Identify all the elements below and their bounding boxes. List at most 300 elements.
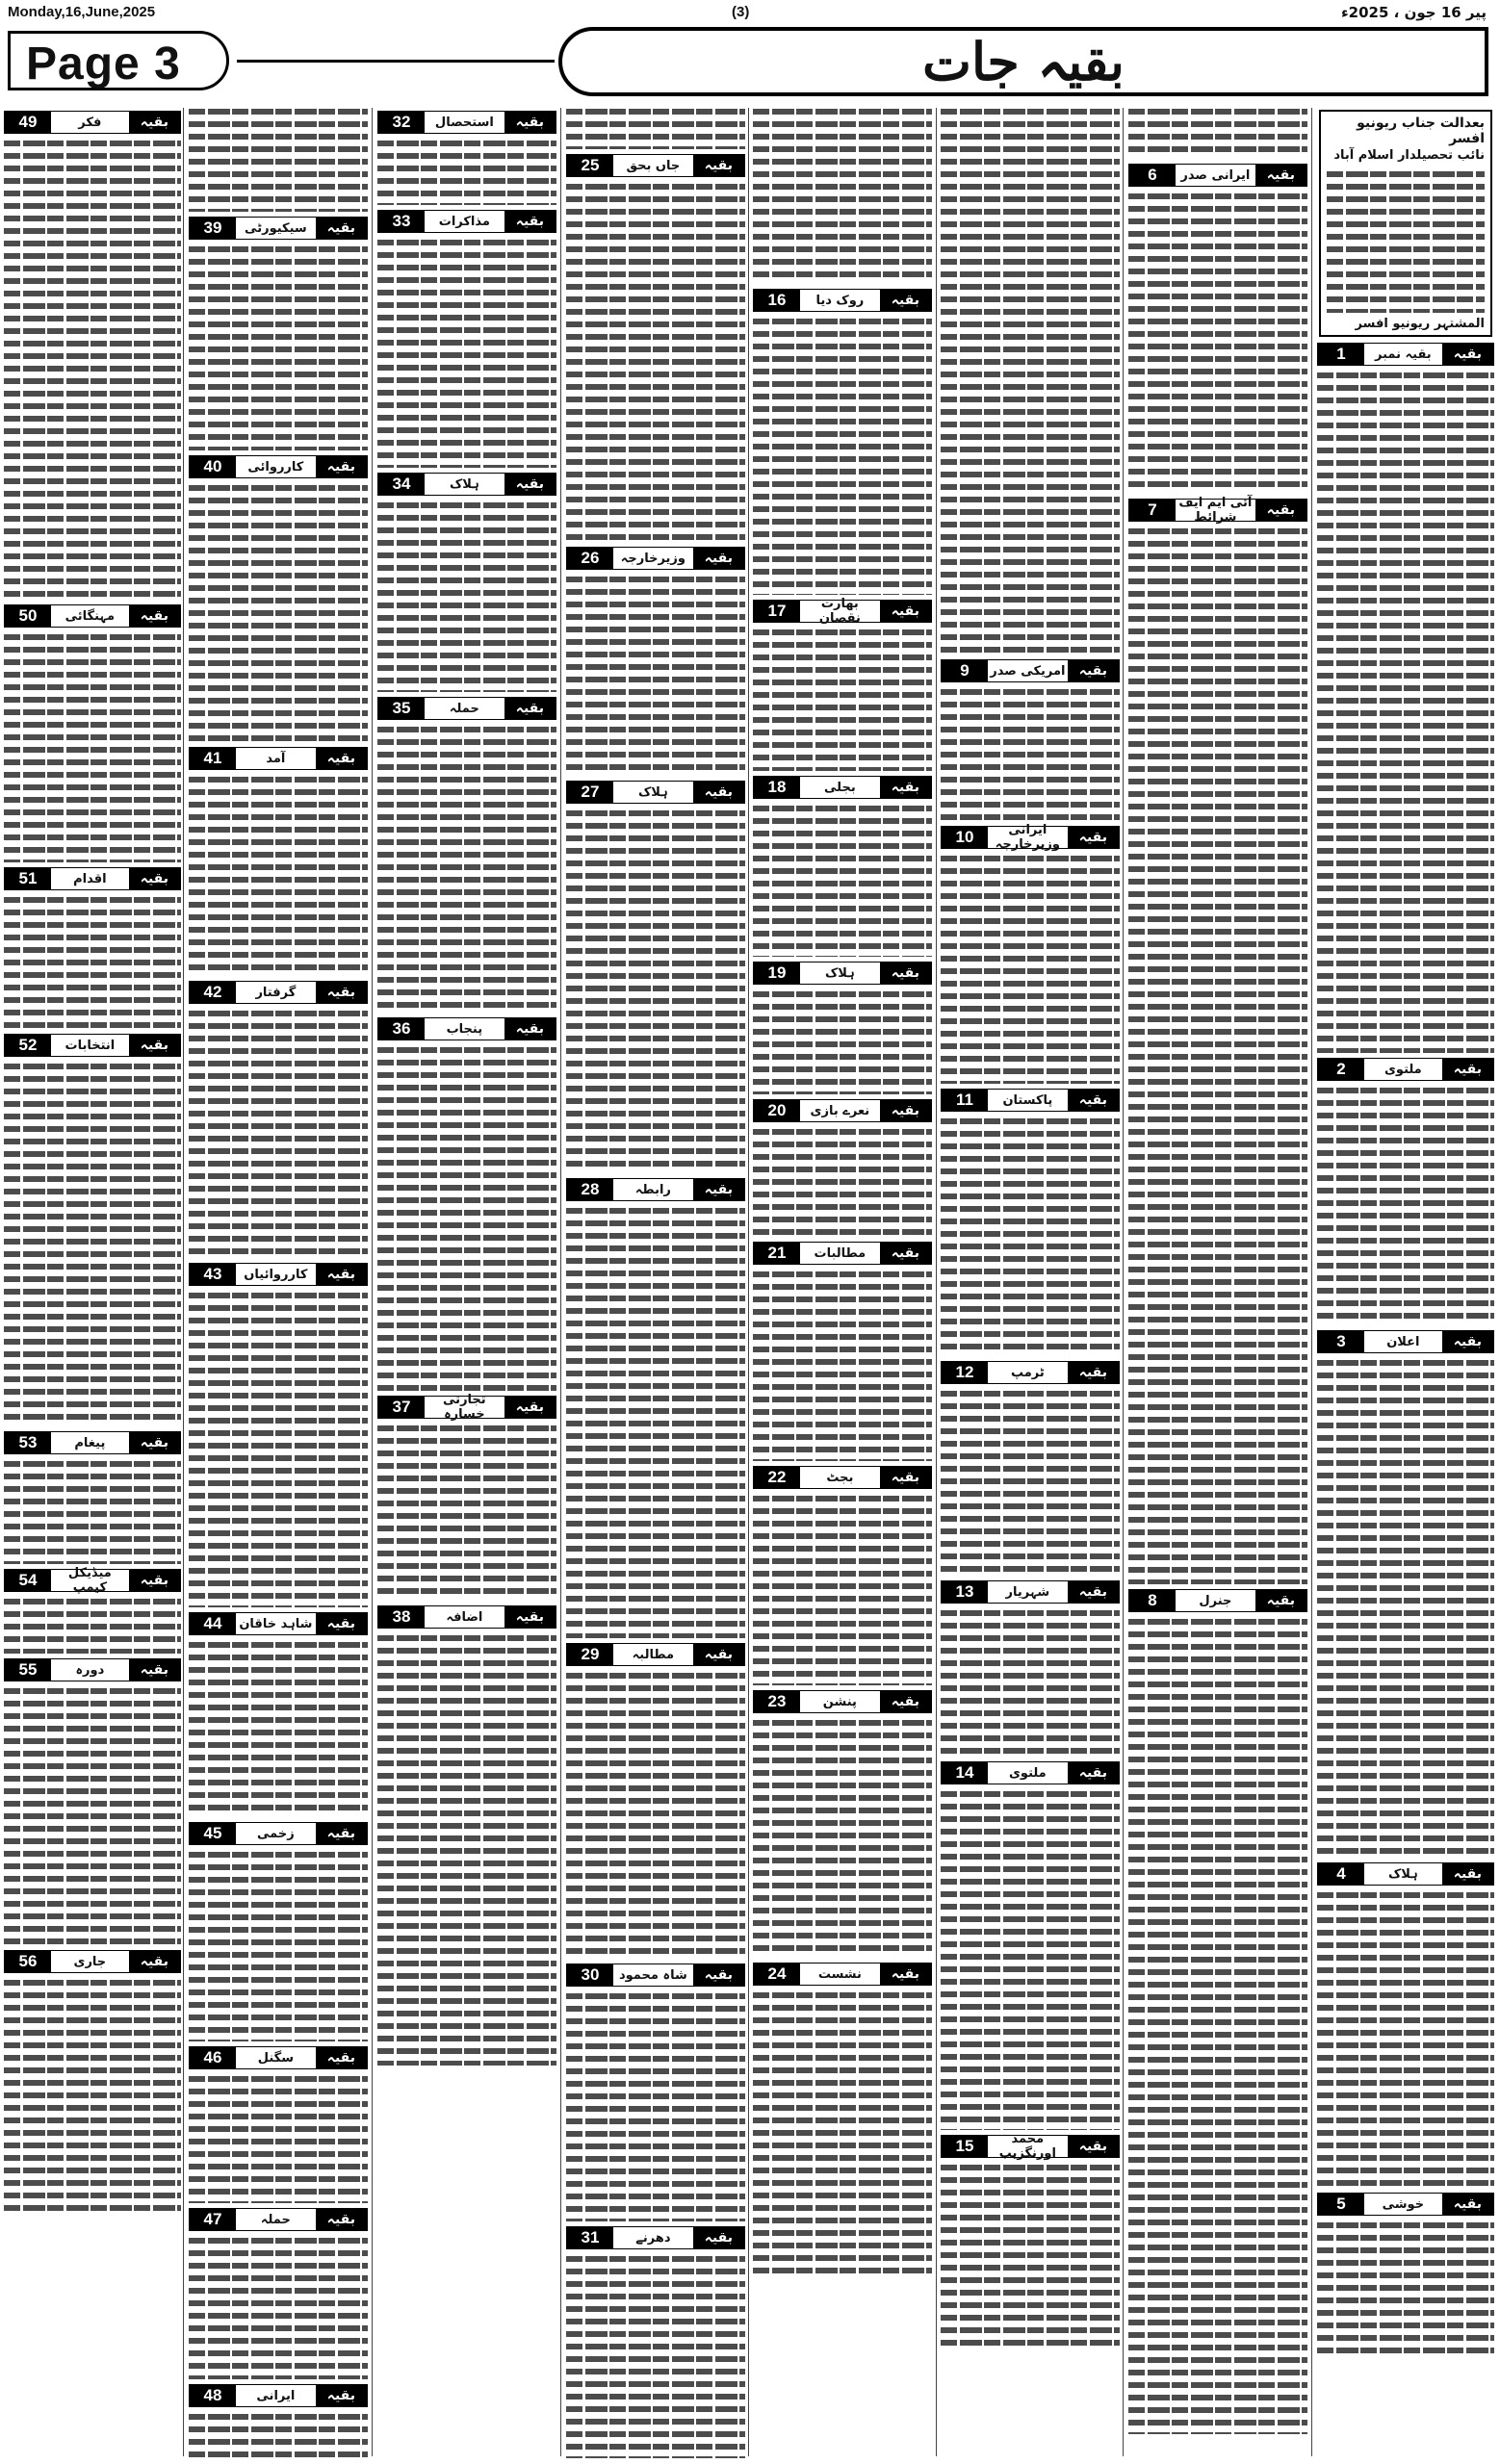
legal-notice xyxy=(1319,110,1492,337)
continuation-number: 12 xyxy=(942,1362,988,1383)
continuation-label: بقیہ xyxy=(1068,2136,1119,2157)
continuation-number: 2 xyxy=(1318,1059,1364,1080)
continuation-number: 38 xyxy=(378,1606,425,1628)
article-text xyxy=(566,1670,745,1959)
continuation-title: حملہ xyxy=(449,701,479,716)
article-text xyxy=(189,1290,368,1607)
continuation-label: بقیہ xyxy=(504,211,556,232)
continuation-number: 7 xyxy=(1129,500,1176,521)
continuation-heading xyxy=(4,1431,181,1454)
header-rule xyxy=(237,60,555,63)
continuation-heading xyxy=(941,1761,1120,1784)
column-divider xyxy=(936,108,937,2456)
notice-title: بعدالت جناب ریونیو افسر xyxy=(1357,116,1485,146)
continuation-label: بقیہ xyxy=(1068,827,1119,848)
continuation-heading xyxy=(377,1393,556,1422)
article-text xyxy=(189,1008,368,1258)
continuation-number: 5 xyxy=(1318,2194,1364,2215)
continuation-label: بقیہ xyxy=(1442,1331,1493,1352)
article-text xyxy=(753,1269,932,1461)
page-number: (3) xyxy=(732,4,750,20)
continuation-heading xyxy=(753,597,932,626)
continuation-label: بقیہ xyxy=(129,1659,180,1681)
continuation-number: 34 xyxy=(378,474,425,495)
continuation-title: شہریار xyxy=(1005,1584,1050,1600)
article-text xyxy=(566,1205,745,1638)
continuation-heading xyxy=(377,697,556,720)
continuation-heading xyxy=(941,1361,1120,1384)
continuation-heading xyxy=(753,962,932,985)
continuation-heading xyxy=(4,604,181,628)
continuation-heading xyxy=(4,111,181,134)
continuation-label: بقیہ xyxy=(880,290,931,311)
continuation-title: انتخابات xyxy=(65,1038,116,1053)
continuation-label: بقیہ xyxy=(693,1179,744,1200)
continuation-heading xyxy=(4,1566,181,1595)
page-label-box xyxy=(8,31,229,90)
continuation-label: بقیہ xyxy=(316,2385,367,2406)
continuation-number: 24 xyxy=(754,1964,800,1985)
continuation-title: پاکستان xyxy=(1002,1092,1053,1108)
article-text xyxy=(377,1044,556,1391)
article-text xyxy=(189,1639,368,1817)
continuation-label: بقیہ xyxy=(1068,1762,1119,1784)
continuation-label: بقیہ xyxy=(129,1035,180,1056)
continuation-number: 36 xyxy=(378,1018,425,1040)
article-text xyxy=(1317,1357,1494,1858)
continuation-number: 19 xyxy=(754,962,800,984)
article-text xyxy=(377,1423,556,1601)
article-text xyxy=(189,2073,368,2203)
english-date: Monday,16,June,2025 xyxy=(8,4,156,20)
continuation-title: ایرانی صدر xyxy=(1180,167,1251,183)
continuation-title: جنرل xyxy=(1199,1593,1232,1608)
continuation-title: دورہ xyxy=(75,1662,105,1678)
continuation-heading xyxy=(941,823,1120,852)
article-text xyxy=(753,316,932,595)
continuation-heading xyxy=(566,547,745,570)
continuation-title: پنجاب xyxy=(446,1021,483,1037)
continuation-label: بقیہ xyxy=(504,1397,556,1418)
continuation-heading xyxy=(566,781,745,804)
continuation-heading xyxy=(753,776,932,799)
continuation-title: ملتوی xyxy=(1384,1062,1422,1077)
article-text xyxy=(4,138,181,600)
article-text xyxy=(377,138,556,205)
continuation-heading xyxy=(377,210,556,233)
continuation-heading xyxy=(1317,1862,1494,1886)
article-text xyxy=(4,1596,181,1654)
article-text xyxy=(189,482,368,742)
continuation-label: بقیہ xyxy=(316,456,367,477)
continuation-number: 29 xyxy=(567,1644,613,1665)
continuation-heading xyxy=(4,867,181,890)
column-c5 xyxy=(753,106,932,2458)
continuation-label: بقیہ xyxy=(504,1606,556,1628)
continuation-label: بقیہ xyxy=(693,2227,744,2248)
continuation-title: ٹرمپ xyxy=(1010,1365,1045,1380)
continuation-heading xyxy=(377,473,556,496)
continuation-number: 35 xyxy=(378,698,425,719)
continuation-number: 11 xyxy=(942,1090,988,1111)
article-text xyxy=(566,181,745,542)
continuation-title: محمد اورنگزیب xyxy=(998,2132,1056,2161)
article-text xyxy=(189,2411,368,2458)
continuation-number: 17 xyxy=(754,601,800,622)
continuation-label: بقیہ xyxy=(693,782,744,803)
continuation-heading xyxy=(4,1950,181,1973)
article-text xyxy=(189,244,368,450)
continuation-heading xyxy=(1317,1330,1494,1353)
continuation-heading xyxy=(1317,343,1494,366)
continuation-number: 15 xyxy=(942,2136,988,2157)
continuation-number: 4 xyxy=(1318,1863,1364,1885)
section-title: بقیہ جات xyxy=(922,31,1125,92)
continuation-title: ہلاک xyxy=(824,965,855,981)
continuation-title: فکر xyxy=(78,115,102,130)
page-header xyxy=(0,23,1500,104)
column-c8 xyxy=(1317,106,1494,2458)
continuation-label: بقیہ xyxy=(504,698,556,719)
continuation-label: بقیہ xyxy=(504,474,556,495)
continuation-heading xyxy=(753,1466,932,1489)
continuation-title: بھارت نقصان xyxy=(818,597,861,626)
continuation-heading xyxy=(566,1178,745,1201)
continuation-label: بقیہ xyxy=(1068,1362,1119,1383)
continuation-number: 26 xyxy=(567,548,613,569)
continuation-title: ملتوی xyxy=(1009,1765,1047,1781)
notice-subtitle: نائب تحصیلدار اسلام آباد xyxy=(1333,148,1485,163)
continuation-number: 25 xyxy=(567,155,613,176)
column-c6 xyxy=(941,106,1120,2458)
article-text xyxy=(189,2235,368,2379)
continuation-heading xyxy=(941,1580,1120,1604)
continuation-label: بقیہ xyxy=(693,1964,744,1986)
continuation-label: بقیہ xyxy=(1442,1863,1493,1885)
continuation-heading xyxy=(1128,496,1307,525)
article-text xyxy=(753,1493,932,1685)
continuation-title: بقیہ نمبر xyxy=(1375,346,1432,362)
continuation-title: نعرے بازی xyxy=(810,1103,870,1118)
article-text xyxy=(1317,1889,1494,2188)
column-divider xyxy=(372,108,373,2456)
continuation-heading xyxy=(377,1605,556,1629)
column-divider xyxy=(560,108,561,2456)
continuation-number: 16 xyxy=(754,290,800,311)
continuation-label: بقیہ xyxy=(1068,1090,1119,1111)
continuation-heading xyxy=(753,1242,932,1265)
continuation-title: زخمی xyxy=(257,1826,295,1841)
continuation-label: بقیہ xyxy=(129,1432,180,1453)
continuation-number: 21 xyxy=(754,1243,800,1264)
continuation-title: روک دیا xyxy=(815,293,865,308)
continuation-label: بقیہ xyxy=(129,1951,180,1972)
article-text xyxy=(941,106,1120,654)
continuation-number: 50 xyxy=(5,605,51,627)
continuation-label: بقیہ xyxy=(1442,2194,1493,2215)
continuation-number: 42 xyxy=(190,982,236,1003)
continuation-label: بقیہ xyxy=(1068,660,1119,681)
continuation-number: 48 xyxy=(190,2385,236,2406)
page-label: Page 3 xyxy=(26,38,181,90)
article-text xyxy=(4,1685,181,1945)
continuation-title: مطالبہ xyxy=(632,1647,675,1662)
continuation-number: 27 xyxy=(567,782,613,803)
continuation-title: ہلاک xyxy=(637,784,668,800)
article-text xyxy=(566,574,745,776)
continuation-number: 44 xyxy=(190,1613,236,1634)
continuation-label: بقیہ xyxy=(880,1964,931,1985)
continuation-heading xyxy=(941,659,1120,682)
article-text xyxy=(4,894,181,1029)
continuation-number: 51 xyxy=(5,868,51,889)
continuation-title: اقدام xyxy=(73,871,107,886)
continuation-label: بقیہ xyxy=(1442,344,1493,365)
continuation-label: بقیہ xyxy=(693,548,744,569)
article-text xyxy=(4,1061,181,1426)
continuation-title: تجارتی خسارہ xyxy=(443,1393,486,1422)
continuation-number: 9 xyxy=(942,660,988,681)
article-text xyxy=(566,106,745,149)
continuation-heading xyxy=(377,1017,556,1040)
continuation-title: ہلاک xyxy=(449,476,479,492)
continuation-number: 46 xyxy=(190,2047,236,2068)
continuation-number: 43 xyxy=(190,1264,236,1285)
continuation-label: بقیہ xyxy=(1068,1581,1119,1603)
continuation-number: 22 xyxy=(754,1467,800,1488)
continuation-title: نشست xyxy=(817,1966,862,1982)
article-text xyxy=(377,237,556,468)
continuation-heading xyxy=(189,2046,368,2069)
continuation-heading xyxy=(1128,1589,1307,1612)
continuation-number: 18 xyxy=(754,777,800,798)
continuation-number: 6 xyxy=(1129,165,1176,186)
continuation-heading xyxy=(377,111,556,134)
continuation-number: 28 xyxy=(567,1179,613,1200)
continuation-title: سگنل xyxy=(257,2050,294,2066)
continuation-title: آمد xyxy=(266,751,286,766)
article-text xyxy=(4,1977,181,2213)
continuation-heading xyxy=(189,217,368,240)
continuation-title: خوشی xyxy=(1382,2196,1425,2212)
continuation-label: بقیہ xyxy=(316,2047,367,2068)
continuation-title: آئی ایم ایف شرائط xyxy=(1178,496,1253,525)
continuation-label: بقیہ xyxy=(1255,165,1306,186)
article-text xyxy=(4,631,181,862)
continuation-title: مطالبات xyxy=(814,1245,866,1261)
continuation-heading xyxy=(4,1658,181,1681)
continuation-label: بقیہ xyxy=(316,1823,367,1844)
continuation-number: 56 xyxy=(5,1951,51,1972)
continuation-label: بقیہ xyxy=(129,112,180,133)
continuation-label: بقیہ xyxy=(316,982,367,1003)
continuation-number: 8 xyxy=(1129,1590,1176,1611)
article-text xyxy=(941,1788,1120,2130)
continuation-title: ایرانی وزیرخارجہ xyxy=(995,823,1060,852)
continuation-label: بقیہ xyxy=(880,1691,931,1712)
article-text xyxy=(1128,191,1307,494)
continuation-number: 40 xyxy=(190,456,236,477)
column-divider xyxy=(183,108,184,2456)
continuation-number: 20 xyxy=(754,1100,800,1121)
continuation-label: بقیہ xyxy=(693,155,744,176)
article-text xyxy=(1128,526,1307,1584)
continuation-label: بقیہ xyxy=(1255,1590,1306,1611)
continuation-title: حملہ xyxy=(260,2212,291,2227)
article-text xyxy=(189,106,368,212)
continuation-title: امریکی صدر xyxy=(990,663,1066,679)
column-divider xyxy=(1123,108,1124,2456)
continuation-title: ایرانی xyxy=(256,2388,296,2403)
continuation-number: 32 xyxy=(378,112,425,133)
continuation-heading xyxy=(566,2226,745,2249)
continuation-title: پیغام xyxy=(74,1435,106,1450)
continuation-title: جاری xyxy=(73,1954,107,1969)
continuation-title: مہنگائی xyxy=(65,608,116,624)
continuation-label: بقیہ xyxy=(880,962,931,984)
continuation-heading xyxy=(1128,164,1307,187)
continuation-number: 37 xyxy=(378,1397,425,1418)
continuation-number: 55 xyxy=(5,1659,51,1681)
column-divider xyxy=(1311,108,1312,2456)
continuation-number: 47 xyxy=(190,2209,236,2230)
continuation-number: 41 xyxy=(190,748,236,769)
continuation-heading xyxy=(753,1963,932,1986)
continuation-title: اعلان xyxy=(1386,1334,1420,1349)
continuation-label: بقیہ xyxy=(316,218,367,239)
continuation-number: 49 xyxy=(5,112,51,133)
column-c2 xyxy=(189,106,368,2458)
continuation-label: بقیہ xyxy=(1442,1059,1493,1080)
continuation-title: مذاکرات xyxy=(438,214,490,229)
column-c3 xyxy=(377,106,556,2458)
continuation-title: بجٹ xyxy=(826,1470,854,1485)
continuation-heading xyxy=(189,981,368,1004)
article-text xyxy=(566,1990,745,2221)
article-text xyxy=(1317,1085,1494,1325)
continuation-title: کارروائی xyxy=(247,459,304,475)
continuation-title: جاں بحق xyxy=(626,158,681,173)
article-text xyxy=(753,1989,932,2278)
column-c4 xyxy=(566,106,745,2458)
continuation-label: بقیہ xyxy=(129,1570,180,1591)
continuation-title: دھرنے xyxy=(635,2230,671,2246)
continuation-title: پنشن xyxy=(822,1694,857,1709)
continuation-heading xyxy=(1317,1058,1494,1081)
article-text xyxy=(753,627,932,771)
continuation-heading xyxy=(4,1034,181,1057)
continuation-label: بقیہ xyxy=(129,868,180,889)
article-text xyxy=(753,988,932,1094)
continuation-number: 30 xyxy=(567,1964,613,1986)
continuation-label: بقیہ xyxy=(1255,500,1306,521)
article-text xyxy=(941,853,1120,1084)
article-text xyxy=(4,1458,181,1564)
article-text xyxy=(566,2253,745,2458)
continuation-label: بقیہ xyxy=(316,748,367,769)
continuation-label: بقیہ xyxy=(880,1100,931,1121)
continuation-number: 10 xyxy=(942,827,988,848)
top-dateline xyxy=(0,0,1500,21)
continuation-title: شاہد خاقان xyxy=(239,1616,313,1631)
continuation-heading xyxy=(753,1099,932,1122)
continuation-heading xyxy=(941,2132,1120,2161)
continuation-number: 54 xyxy=(5,1570,51,1591)
continuation-heading xyxy=(1317,2193,1494,2216)
continuation-heading xyxy=(753,1690,932,1713)
continuation-label: بقیہ xyxy=(880,601,931,622)
continuation-title: میڈیکل کیمپ xyxy=(67,1566,112,1595)
continuation-number: 31 xyxy=(567,2227,613,2248)
continuation-heading xyxy=(189,1822,368,1845)
continuation-title: رابطہ xyxy=(634,1182,671,1197)
column-divider xyxy=(748,108,749,2456)
article-text xyxy=(941,1607,1120,1757)
continuation-heading xyxy=(566,154,745,177)
continuation-label: بقیہ xyxy=(504,112,556,133)
article-text xyxy=(189,774,368,976)
column-c7 xyxy=(1128,106,1307,2458)
continuation-heading xyxy=(189,2208,368,2231)
continuation-label: بقیہ xyxy=(693,1644,744,1665)
article-text xyxy=(941,686,1120,821)
article-text xyxy=(1128,1616,1307,2434)
continuation-title: کارروائیاں xyxy=(244,1267,308,1282)
continuation-title: شاہ محمود xyxy=(618,1967,687,1983)
continuation-title: بجلی xyxy=(824,780,856,795)
continuation-number: 53 xyxy=(5,1432,51,1453)
continuation-title: استحصال xyxy=(434,115,494,130)
continuation-title: ہلاک xyxy=(1387,1866,1418,1882)
continuation-label: بقیہ xyxy=(316,1264,367,1285)
continuation-title: اضافہ xyxy=(446,1609,483,1625)
article-text xyxy=(941,2162,1120,2349)
continuation-number: 45 xyxy=(190,1823,236,1844)
continuation-heading xyxy=(189,1612,368,1635)
article-text xyxy=(189,1849,368,2041)
continuation-heading xyxy=(189,455,368,478)
continuation-label: بقیہ xyxy=(316,1613,367,1634)
article-text xyxy=(753,803,932,957)
continuation-label: بقیہ xyxy=(129,605,180,627)
continuation-title: گرفتار xyxy=(255,985,297,1000)
article-text xyxy=(753,1717,932,1958)
article-text xyxy=(1317,370,1494,1053)
article-text xyxy=(941,1388,1120,1576)
continuation-label: بقیہ xyxy=(504,1018,556,1040)
continuation-number: 23 xyxy=(754,1691,800,1712)
continuation-heading xyxy=(189,747,368,770)
continuation-heading xyxy=(941,1089,1120,1112)
continuation-title: سیکیورٹی xyxy=(245,220,307,236)
continuation-label: بقیہ xyxy=(316,2209,367,2230)
continuation-heading xyxy=(753,289,932,312)
article-text xyxy=(1128,106,1307,159)
continuation-number: 14 xyxy=(942,1762,988,1784)
continuation-heading xyxy=(189,2384,368,2407)
continuation-title: وزیرخارجہ xyxy=(620,551,685,566)
continuation-label: بقیہ xyxy=(880,1243,931,1264)
continuation-number: 39 xyxy=(190,218,236,239)
continuation-label: بقیہ xyxy=(880,777,931,798)
continuation-heading xyxy=(189,1263,368,1286)
notice-signature: المشتہر ریونیو افسر xyxy=(1355,317,1485,331)
continuation-number: 13 xyxy=(942,1581,988,1603)
article-text xyxy=(377,724,556,1013)
article-text xyxy=(377,500,556,692)
continuation-number: 1 xyxy=(1318,344,1364,365)
continuation-number: 3 xyxy=(1318,1331,1364,1352)
